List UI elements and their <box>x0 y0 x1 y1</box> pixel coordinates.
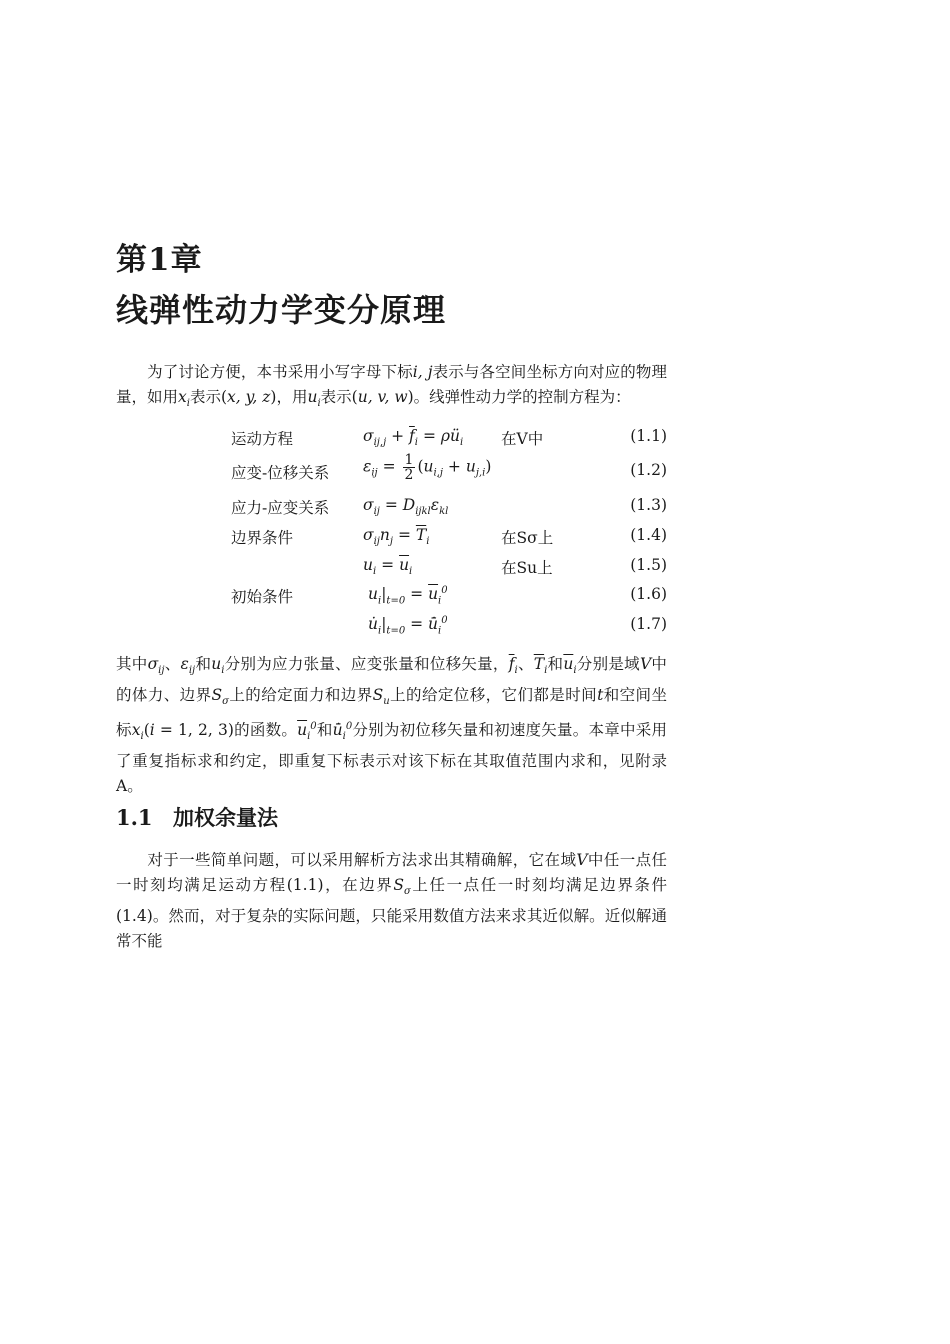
equation-row <box>0 615 950 641</box>
equation-number: (1.2) <box>630 461 667 479</box>
equation-body: $u_i|_{t=0} = \overline{u}_i^0$ <box>368 585 448 607</box>
equation-condition: 在Sσ上 <box>501 529 554 547</box>
equation-body: $\sigma_{ij,j} + \overline{f}_i$ = $\rho ü_i$ <box>363 427 464 449</box>
section-paragraph: 对于一些简单问题，可以采用解析方法求出其精确解，它在域V中任一点任一时刻均满足运动方程(1.1)，在边界$S_\sigma$上任一点任一时刻均满足边界条件(1.4)。然而，对于复杂的实际问题，只能采用数值方法来求其近似解。近似解通常不能 <box>116 851 667 951</box>
equation-row <box>0 526 950 552</box>
equation-body: $\varepsilon_{ij}$ = $\frac{1}{2}$ $(u_{i,j} + u_{j,i})$ <box>363 452 492 483</box>
equation-condition: 在V中 <box>501 430 544 448</box>
equation-number: (1.5) <box>630 556 667 574</box>
equation-number: (1.6) <box>630 585 667 603</box>
equation-label: 边界条件 <box>231 529 294 547</box>
equation-row <box>0 585 950 611</box>
equation-label: 运动方程 <box>231 430 294 448</box>
section-heading <box>116 802 278 834</box>
equation-body: $\sigma_{ij}n_j = \overline{T}_i$ <box>363 526 430 548</box>
equation-row <box>0 496 950 522</box>
equation-number: (1.4) <box>630 526 667 544</box>
section-number: 1.1 <box>116 805 153 830</box>
equation-row <box>0 556 950 582</box>
equation-body: $u̇_i|_{t=0}$ = $u̇̄_i^0$ <box>368 615 448 637</box>
intro-paragraph: 为了讨论方便，本书采用小写字母下标i, j表示与各空间坐标方向对应的物理量，如用$x_i$表示(x, y, z)，用$u_i$表示(u, v, w)。线弹性动力学的控制方程为： <box>116 363 667 410</box>
chapter-label: 第1章 <box>116 242 203 278</box>
equation-label: 应变-位移关系 <box>231 464 330 482</box>
chapter-title: 线弹性动力学变分原理 <box>116 291 447 329</box>
equation-row <box>0 452 950 487</box>
equation-number: (1.1) <box>630 427 667 445</box>
equation-label: 初始条件 <box>231 588 294 606</box>
equation-body: $u_i = \overline{u}_i$ <box>363 556 413 578</box>
equation-condition: 在Su上 <box>501 559 553 577</box>
equation-number: (1.3) <box>630 496 667 514</box>
equation-number: (1.7) <box>630 615 667 633</box>
definitions-paragraph: 其中$\sigma_{ij}$、$\varepsilon_{ij}$和$u_i$分别为应力张量、应变张量和位移矢量，$\overline{f}_i$、$\overline{T}_i$和$\overline{u}_i$分别是域V中的体力、边界$S_\sigma$上的给定面力和边界$S_u$上的给定位移，它们都是时间t和空间坐标$x_i(i = 1$, 2, 3)的函数。$\overline{u}_i^0$和$u̇̄_i^0$分别为初位移矢量和初速度矢量。本章中采用了重复指标求和约定，即重复下标表示对该下标在其取值范围内求和，见附录A。 <box>116 655 667 796</box>
equation-row <box>0 427 950 453</box>
section-title: 加权余量法 <box>173 805 278 830</box>
equation-label: 应力-应变关系 <box>231 499 330 517</box>
equation-body: $\sigma_{ij} = D_{ijkl}\varepsilon_{kl}$ <box>363 496 449 518</box>
